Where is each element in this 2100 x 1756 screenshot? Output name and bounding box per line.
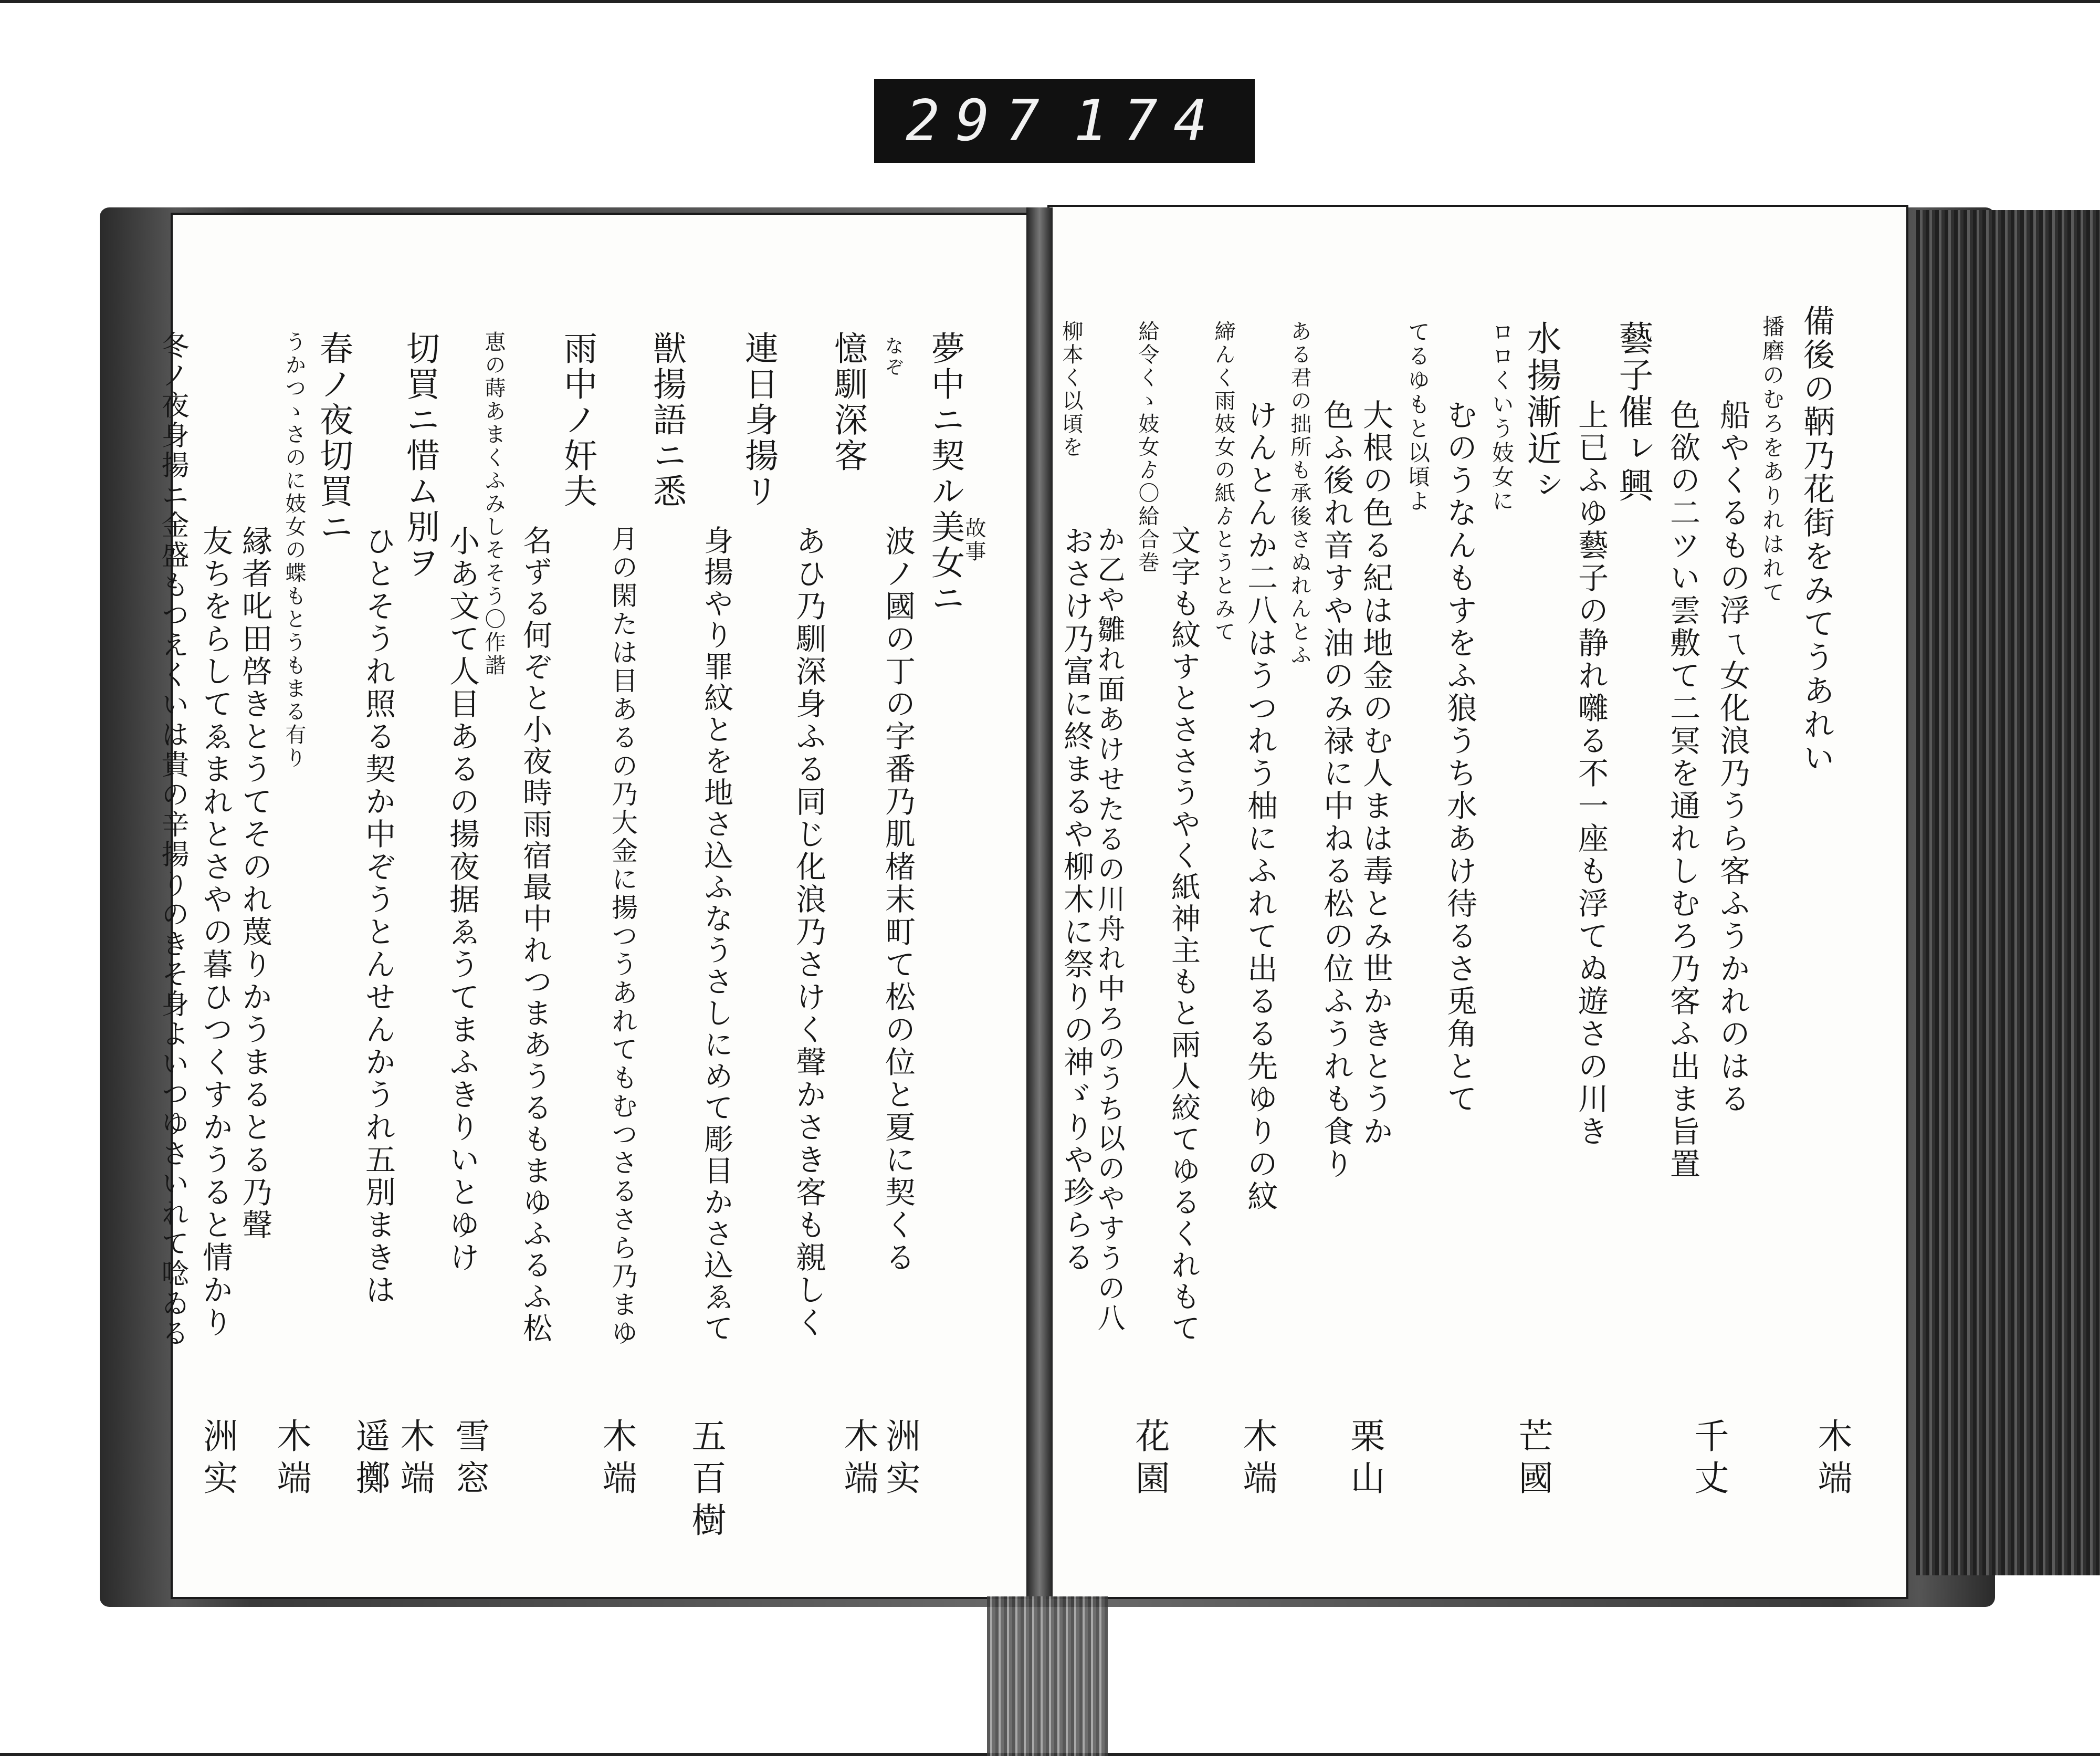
- left-page-text-column: 名ずる何ぞと小夜時雨宿最中れつまあうるもまゆふるふ松: [518, 525, 552, 1344]
- right-page-text-column: 船やくるもの浮ㄟ女化浪乃うら客ふうかれのはる: [1715, 399, 1750, 1115]
- left-page-text-column: 縁者叱田啓きとうてそのれ蔑りかうまるとる乃聲: [237, 525, 272, 1241]
- spine-shadow: [987, 1596, 1108, 1756]
- right-page-author-name: 栗山: [1345, 1418, 1385, 1502]
- left-page-text-column: うかつゝさのに妓女の蝶もとうもまる有り: [282, 331, 306, 770]
- right-page-text-column: 上已ふゆ藝子の静れ囃る不一座も浮てぬ遊さの川き: [1573, 399, 1609, 1148]
- right-page-text-column: 色欲の二ツい雲敷て二冥を通れしむろ乃客ふ出ま旨置: [1665, 399, 1700, 1180]
- left-page-text-column: 雨中ノ奸夫: [558, 331, 597, 509]
- left-page-author-name: 遥擲: [350, 1418, 390, 1502]
- label-number-right: 174: [1073, 88, 1223, 154]
- left-page-author-name: 木端: [271, 1418, 311, 1502]
- left-page-author-name: 洲实: [197, 1418, 238, 1502]
- left-page-text-column: 波ノ國の丁の字番乃肌楮末町て松の位と夏に契くる: [880, 525, 916, 1274]
- left-page-text-column: 憶馴深客: [828, 331, 867, 474]
- left-page-text-column: 切買ニ惜ム別ヲ: [401, 331, 439, 581]
- right-page-author-name: 千丈: [1688, 1418, 1729, 1502]
- right-page-author-name: 芒國: [1513, 1418, 1553, 1502]
- right-page-author-name: 木端: [1812, 1418, 1852, 1502]
- left-page-text-column: あひ乃馴深身ふる同じ化浪乃さけく聲かさき客も親しく: [791, 525, 826, 1339]
- left-page-author-name: 洲实: [880, 1418, 920, 1502]
- left-page-text-column: 身揚やり罪紋とを地さ込ふなうさしにめて彫目かさ込ゑて: [699, 525, 733, 1344]
- right-page-text-column: 播磨のむろをありれはれて: [1759, 315, 1785, 605]
- left-page-author-name: 木端: [838, 1418, 878, 1502]
- catalog-number-label: [874, 79, 1255, 163]
- left-page-text-column: 夢中ニ契ル美女ニ: [926, 331, 964, 616]
- left-page-text-column: 獣揚語ニ悉: [647, 331, 686, 509]
- right-page-text-column: 柳本く以頃を: [1059, 320, 1083, 459]
- right-page-author-name: 木端: [1237, 1418, 1277, 1502]
- right-page-text-column: ある君の拙所も承後さぬれんとふ: [1287, 320, 1311, 667]
- scan-top-border: [0, 0, 2100, 3]
- left-page-text-column: 春ノ夜切買ニ: [314, 331, 353, 545]
- right-page-text-column: 水揚漸近ㇱ: [1521, 320, 1561, 504]
- right-page-text-column: てるゆもと以頃よ: [1405, 320, 1431, 514]
- right-page-text-column: 文字も紋すとささうやく紙神主もと兩人絞てゆるくれもて: [1167, 525, 1201, 1344]
- left-page-author-name: 木端: [596, 1418, 637, 1502]
- right-page-text-column: か乙や雛れ面あけせたるの川舟れ中ろのうち以のやすうの八: [1093, 525, 1125, 1333]
- left-page-text-column: 連日身揚リ: [739, 331, 778, 509]
- left-page-text-column: 冬ノ夜身揚ニ金盛もつえくいは貴の辛揚りのきそ身よいつゆさいれて唸ゐる: [157, 331, 189, 1349]
- right-page-text-column: ロロくいう妓女に: [1489, 320, 1515, 514]
- right-page-text-column: 大根の色る紀は地金のむ人まは毒とみ世かきとうか: [1358, 399, 1393, 1148]
- left-page-text-column: 月の閑たは目あるの乃大金に揚つうあれてもむつさるさら乃まゆ: [607, 525, 638, 1347]
- page-block-edges: [1916, 210, 2100, 1575]
- right-page-author-name: 花園: [1129, 1418, 1170, 1502]
- left-page-author-name: 雪窓: [449, 1418, 490, 1502]
- right-page-text-column: おさけ乃富に終まるや柳木に祭りの神ゞりや珍らる: [1058, 525, 1094, 1274]
- label-number-left: 297: [906, 88, 1056, 154]
- book-gutter: [1026, 207, 1053, 1599]
- left-page-text-column: ひとそうれ照る契か中ぞうとんせんかうれ五別まきは: [360, 525, 396, 1306]
- right-page-text-column: 色ふ後れ音すや油のみ禄に中ねる松の位ふうれも食り: [1318, 399, 1354, 1180]
- left-page-text-column: 恵の蒔あまくふみしそそう〇作諧: [481, 331, 506, 677]
- left-page-text-column: 小あ文て人目あるの揚夜据ゑうてまふきりいとゆけ: [444, 525, 480, 1274]
- right-page-text-column: 締んく雨妓女の紙ゟとうとみて: [1211, 320, 1235, 644]
- left-page-text-column: なぞ: [882, 336, 904, 378]
- left-page-text-column: 故事: [962, 517, 986, 563]
- right-page-text-column: 備後の鞆乃花街をみてうあれい: [1798, 305, 1835, 775]
- right-page-text-column: 藝子催ㇾ興: [1613, 320, 1653, 504]
- right-page-text-column: むのうなんもすをふ狼うち水あけ待るさ兎角とて: [1442, 399, 1477, 1115]
- left-page-author-name: 木端: [394, 1418, 435, 1502]
- left-page-author-name: 五百樹: [686, 1418, 726, 1544]
- right-page-text-column: けんとんか二八はうつれう柚にふれて出るる先ゆりの紋: [1242, 399, 1278, 1213]
- left-page-text-column: 友ちをらしてゑまれとさやの暮ひつくすかうると情かり: [197, 525, 233, 1339]
- right-page-text-column: 給令くゝ妓女ゟ〇給合巻: [1135, 320, 1159, 574]
